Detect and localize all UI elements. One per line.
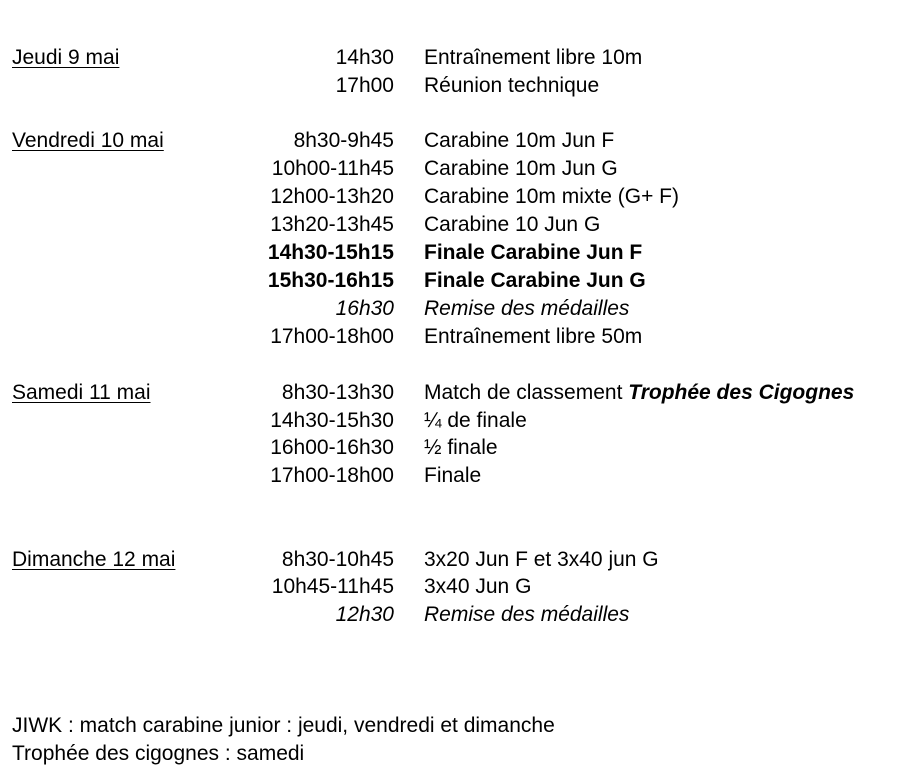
event-label: Remise des médailles xyxy=(424,297,630,320)
event-label: 3x20 Jun F et 3x40 jun G xyxy=(424,548,659,571)
schedule-row xyxy=(0,546,923,574)
time-slot: 12h00-13h20 xyxy=(270,185,394,208)
schedule-row xyxy=(0,462,923,490)
time-slot: 8h30-9h45 xyxy=(293,129,394,152)
event-label: Remise des médailles xyxy=(424,603,630,626)
time-slot: 16h00-16h30 xyxy=(270,436,394,459)
event-label: ¼ de finale xyxy=(424,409,527,432)
time-slot: 16h30 xyxy=(335,297,394,320)
time-slot: 12h30 xyxy=(335,603,394,626)
schedule-row-final xyxy=(0,239,923,267)
event-label: Carabine 10m Jun G xyxy=(424,157,618,180)
time-slot: 8h30-10h45 xyxy=(281,548,394,571)
event-text: Match de classement xyxy=(424,381,629,404)
event-label: ½ finale xyxy=(424,436,498,459)
event-label: Carabine 10m mixte (G+ F) xyxy=(424,185,679,208)
event-label: 3x40 Jun G xyxy=(424,575,532,598)
schedule-row xyxy=(0,44,923,72)
time-slot: 10h00-11h45 xyxy=(271,157,394,180)
schedule-row xyxy=(0,434,923,462)
event-label: Réunion technique xyxy=(424,74,600,97)
time-slot: 15h30-16h15 xyxy=(267,269,394,292)
footer-note: Trophée des cigognes : samedi xyxy=(12,742,305,765)
event-label: Finale Carabine Jun F xyxy=(424,241,643,264)
event-label: Finale Carabine Jun G xyxy=(424,269,646,292)
time-slot: 14h30-15h30 xyxy=(270,409,394,432)
event-label: Entraînement libre 10m xyxy=(424,46,643,69)
event-label: Carabine 10 Jun G xyxy=(424,213,601,236)
day-heading-saturday: Samedi 11 mai xyxy=(12,381,151,404)
day-heading-thursday: Jeudi 9 mai xyxy=(12,46,120,69)
schedule-row-ceremony xyxy=(0,295,923,323)
time-slot: 17h00-18h00 xyxy=(270,325,394,348)
event-label: Carabine 10m Jun F xyxy=(424,129,615,152)
schedule-row xyxy=(0,211,923,239)
time-slot: 10h45-11h45 xyxy=(271,575,394,598)
schedule-row-final xyxy=(0,267,923,295)
time-slot: 8h30-13h30 xyxy=(281,381,394,404)
schedule-row xyxy=(0,72,923,100)
event-label: Entraînement libre 50m xyxy=(424,325,643,348)
time-slot: 17h00 xyxy=(335,74,394,97)
schedule-row xyxy=(0,127,923,155)
schedule-row-ceremony xyxy=(0,601,923,629)
day-heading-friday: Vendredi 10 mai xyxy=(12,129,164,152)
schedule-row xyxy=(0,183,923,211)
schedule-row xyxy=(0,407,923,435)
footer-note: JIWK : match carabine junior : jeudi, vendredi et dimanche xyxy=(12,714,555,737)
event-label: Finale xyxy=(424,464,482,487)
schedule-row xyxy=(0,379,923,407)
event-emphasis: Trophée des Cigognes xyxy=(628,381,855,404)
event-label xyxy=(424,379,854,407)
time-slot: 14h30 xyxy=(335,46,394,69)
time-slot: 13h20-13h45 xyxy=(270,213,394,236)
day-heading-sunday: Dimanche 12 mai xyxy=(12,548,176,571)
time-slot: 17h00-18h00 xyxy=(270,464,394,487)
time-slot: 14h30-15h15 xyxy=(267,241,394,264)
schedule-row xyxy=(0,573,923,601)
schedule-row xyxy=(0,323,923,351)
schedule-row xyxy=(0,155,923,183)
